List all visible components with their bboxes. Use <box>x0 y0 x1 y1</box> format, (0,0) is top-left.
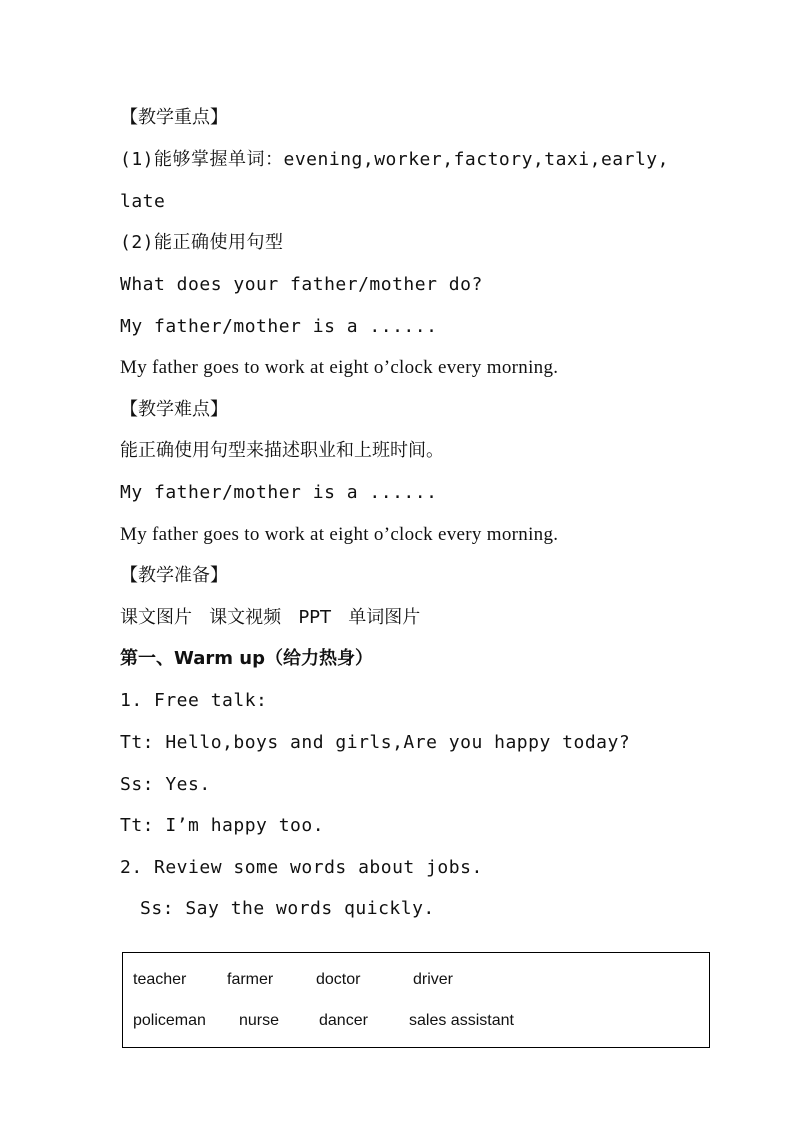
sentence-2: My father/mother is a ...... <box>120 316 438 337</box>
word-policeman: policeman <box>133 1012 206 1029</box>
word-dancer: dancer <box>319 1012 368 1029</box>
dialog-3: Tt: I’m happy too. <box>120 815 325 836</box>
key-point-1-line1: (1)能够掌握单词：evening,worker,factory,taxi,early, <box>120 149 669 170</box>
prep-items: 课文图片 课文视频 PPT 单词图片 <box>120 607 421 628</box>
step-1: 1. Free talk: <box>120 690 268 711</box>
sentence-4: My father/mother is a ...... <box>120 482 438 503</box>
dialog-2: Ss: Yes. <box>120 774 211 795</box>
key-point-2: (2)能正确使用句型 <box>120 232 284 253</box>
word-driver: driver <box>413 971 454 988</box>
word-farmer: farmer <box>227 971 274 988</box>
word-sales-assistant: sales assistant <box>409 1012 514 1029</box>
word-doctor: doctor <box>316 971 361 988</box>
warmup-heading: 第一、Warm up（给力热身） <box>120 648 373 669</box>
job-words-box <box>122 952 710 1048</box>
key-points-heading: 【教学重点】 <box>120 107 228 128</box>
step-2: 2. Review some words about jobs. <box>120 857 483 878</box>
difficulty-heading: 【教学难点】 <box>120 399 228 420</box>
prep-heading: 【教学准备】 <box>120 565 228 586</box>
dialog-1: Tt: Hello,boys and girls,Are you happy today? <box>120 732 631 753</box>
word-teacher: teacher <box>133 971 187 988</box>
difficulty-text: 能正确使用句型来描述职业和上班时间。 <box>120 440 444 461</box>
sentence-3: My father goes to work at eight o’clock every morning. <box>120 357 559 378</box>
sentence-5: My father goes to work at eight o’clock every morning. <box>120 524 559 545</box>
step-2-detail: Ss: Say the words quickly. <box>140 898 435 919</box>
word-nurse: nurse <box>239 1012 280 1029</box>
key-point-1-line2: late <box>120 191 166 212</box>
sentence-1: What does your father/mother do? <box>120 274 483 295</box>
